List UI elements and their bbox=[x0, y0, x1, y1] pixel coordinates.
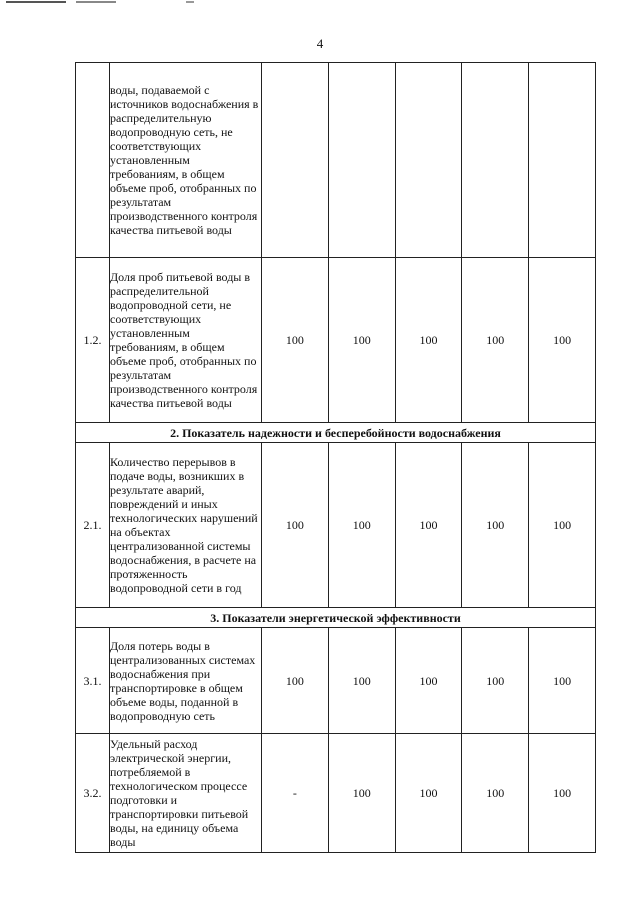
page-number: 4 bbox=[316, 36, 324, 51]
row-number: 3.1. bbox=[76, 628, 110, 734]
indicators-table bbox=[75, 62, 596, 853]
table-row bbox=[76, 734, 596, 853]
value-cell: 100 bbox=[328, 628, 395, 734]
value-cell bbox=[328, 63, 395, 258]
table-row bbox=[76, 628, 596, 734]
section-title: 2. Показатель надежности и бесперебойности водоснабжения bbox=[76, 423, 596, 443]
value-cell: 100 bbox=[395, 628, 462, 734]
indicator-name: Удельный расход электрической энергии, потребляемой в технологическом процессе подготовки и транспортировки питьевой воды, на единицу объема воды bbox=[110, 734, 262, 853]
value-cell: 100 bbox=[328, 443, 395, 608]
value-cell: 100 bbox=[462, 734, 529, 853]
value-cell bbox=[529, 63, 596, 258]
indicator-name: воды, подаваемой с источников водоснабжения в распределительную водопроводную сеть, не соответствующих установленным требованиям, в общем объеме проб, отобранных по результатам производственного контроля качества питьевой воды bbox=[110, 63, 262, 258]
row-number: 3.2. bbox=[76, 734, 110, 853]
value-cell: 100 bbox=[529, 734, 596, 853]
value-cell: 100 bbox=[262, 628, 329, 734]
section-row bbox=[76, 608, 596, 628]
table-row bbox=[76, 443, 596, 608]
value-cell: 100 bbox=[395, 734, 462, 853]
row-number: 1.2. bbox=[76, 258, 110, 423]
scan-artifact bbox=[6, 1, 196, 4]
value-cell: 100 bbox=[395, 258, 462, 423]
value-cell: 100 bbox=[262, 443, 329, 608]
section-row bbox=[76, 423, 596, 443]
value-cell: 100 bbox=[529, 628, 596, 734]
table-row bbox=[76, 63, 596, 258]
value-cell: 100 bbox=[262, 258, 329, 423]
value-cell: 100 bbox=[529, 443, 596, 608]
value-cell: 100 bbox=[328, 734, 395, 853]
table-row bbox=[76, 258, 596, 423]
value-cell bbox=[395, 63, 462, 258]
section-title: 3. Показатели энергетической эффективности bbox=[76, 608, 596, 628]
row-number bbox=[76, 63, 110, 258]
value-cell: 100 bbox=[462, 258, 529, 423]
value-cell: 100 bbox=[328, 258, 395, 423]
value-cell: 100 bbox=[462, 443, 529, 608]
value-cell: 100 bbox=[462, 628, 529, 734]
value-cell: - bbox=[262, 734, 329, 853]
row-number: 2.1. bbox=[76, 443, 110, 608]
value-cell: 100 bbox=[529, 258, 596, 423]
indicator-name: Доля потерь воды в централизованных системах водоснабжения при транспортировке в общем объеме воды, поданной в водопроводную сеть bbox=[110, 628, 262, 734]
value-cell bbox=[262, 63, 329, 258]
indicator-name: Количество перерывов в подаче воды, возникших в результате аварий, повреждений и иных технологических нарушений на объектах централизованной системы водоснабжения, в расчете на протяженность водопроводной сети в год bbox=[110, 443, 262, 608]
value-cell bbox=[462, 63, 529, 258]
indicator-name: Доля проб питьевой воды в распределительной водопроводной сети, не соответствующих установленным требованиям, в общем объеме проб, отобранных по результатам производственного контроля качества питьевой воды bbox=[110, 258, 262, 423]
value-cell: 100 bbox=[395, 443, 462, 608]
